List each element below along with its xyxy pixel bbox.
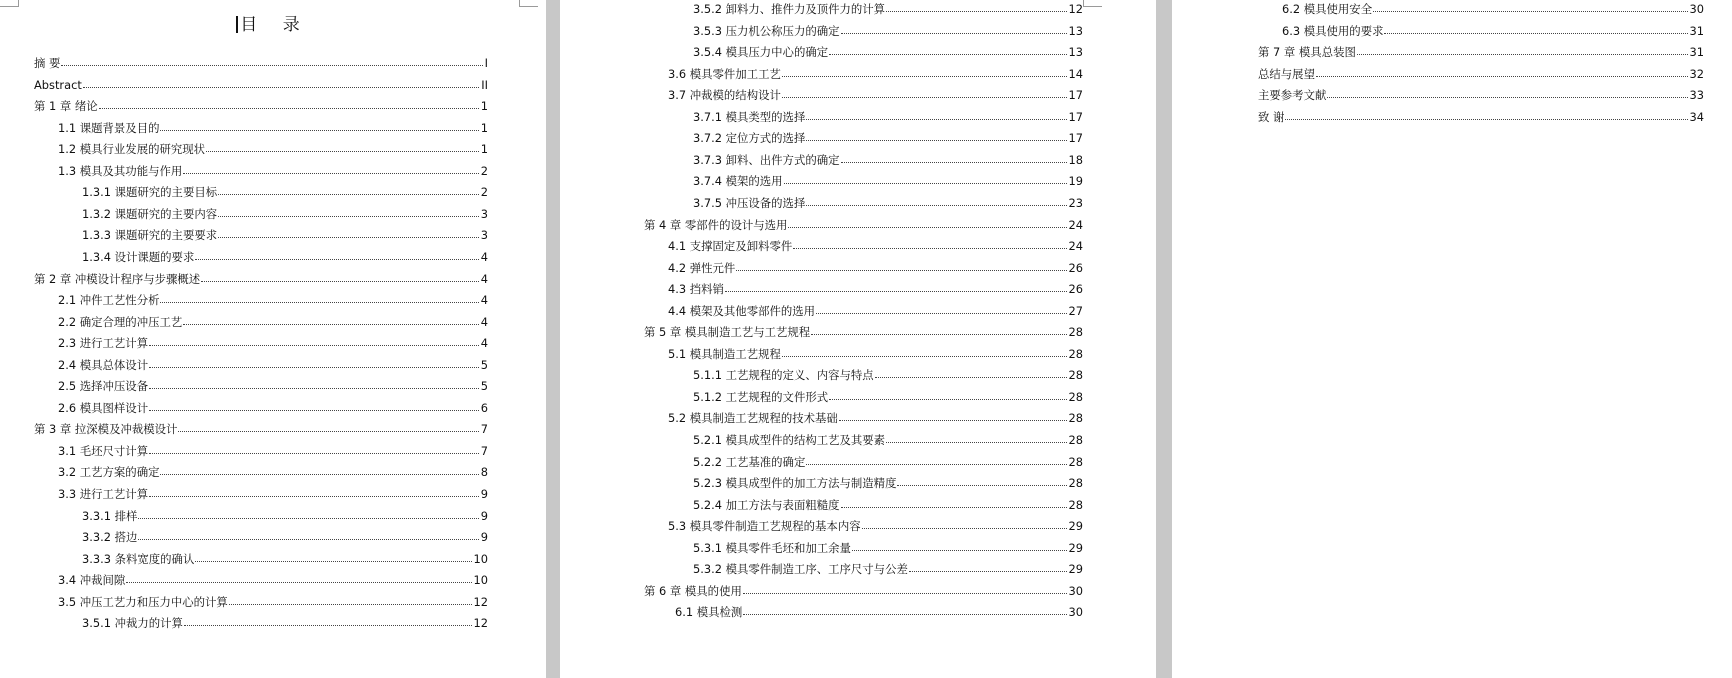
toc-entry[interactable] <box>58 289 488 307</box>
toc-entry[interactable] <box>693 149 1083 167</box>
toc-entry-page-number: 1 <box>480 142 488 157</box>
toc-entry[interactable] <box>644 580 1083 598</box>
toc-leader-dots <box>149 367 479 368</box>
toc-entry-page-number: 28 <box>1068 325 1083 340</box>
toc-entry-title: 2.5 选择冲压设备 <box>58 379 149 394</box>
toc-leader-dots <box>99 108 479 109</box>
toc-leader-dots <box>829 54 1066 55</box>
toc-entry-page-number: 12 <box>473 594 488 609</box>
toc-entry[interactable] <box>693 41 1083 59</box>
toc-entry-title: 5.2.4 加工方法与表面粗糙度 <box>693 497 840 512</box>
toc-entry[interactable] <box>34 52 488 70</box>
toc-entry-title: 5.3.1 模具零件毛坯和加工余量 <box>693 540 851 555</box>
toc-leader-dots <box>195 561 471 562</box>
toc-entry-page-number: 5 <box>480 357 488 372</box>
toc-leader-dots <box>218 194 479 195</box>
toc-entry-page-number: 26 <box>1068 282 1083 297</box>
toc-entry[interactable] <box>1282 0 1704 16</box>
toc-entry-title: 致 谢 <box>1258 109 1285 124</box>
toc-entry-page-number: 24 <box>1068 217 1083 232</box>
toc-leader-dots <box>138 518 478 519</box>
toc-entry-page-number: 10 <box>473 551 488 566</box>
toc-entry-page-number: 28 <box>1068 433 1083 447</box>
toc-entry[interactable] <box>82 224 488 242</box>
toc-leader-dots <box>178 431 478 432</box>
toc-entry-title: 1.1 课题背景及目的 <box>58 120 160 135</box>
toc-entry-title: 主要参考文献 <box>1258 88 1327 103</box>
toc-entry-title: 第 6 章 模具的使用 <box>644 583 742 598</box>
toc-leader-dots <box>839 420 1067 421</box>
toc-entry-page-number: 4 <box>480 271 488 286</box>
toc-leader-dots <box>743 614 1066 615</box>
toc-entry-title: 2.1 冲件工艺性分析 <box>58 293 160 308</box>
toc-leader-dots <box>743 593 1067 594</box>
document-page-1 <box>0 0 546 678</box>
toc-entry-page-number: 17 <box>1068 131 1083 146</box>
toc-entry[interactable] <box>58 354 488 372</box>
toc-entry[interactable] <box>58 332 488 350</box>
toc-leader-dots <box>195 259 478 260</box>
toc-leader-dots <box>784 183 1067 184</box>
toc-leader-dots <box>788 227 1066 228</box>
toc-entry-page-number: 28 <box>1068 346 1083 361</box>
toc-entry-title: 2.2 确定合理的冲压工艺 <box>58 314 183 329</box>
toc-entry-page-number: 13 <box>1068 23 1083 38</box>
toc-entry[interactable] <box>693 451 1083 469</box>
toc-entry-page-number: 9 <box>480 530 488 545</box>
toc-entry-page-number: 34 <box>1689 109 1704 124</box>
toc-entry-page-number: 30 <box>1068 605 1083 620</box>
toc-leader-dots <box>149 496 479 497</box>
toc-entry-page-number: 4 <box>480 293 488 308</box>
toc-entry-title: 4.4 模架及其他零部件的选用 <box>668 303 816 318</box>
toc-entry-title: 1.2 模具行业发展的研究现状 <box>58 142 206 157</box>
toc-leader-dots <box>160 302 478 303</box>
toc-entry-page-number: 1 <box>480 99 488 114</box>
toc-leader-dots <box>782 356 1067 357</box>
document-page-2 <box>560 0 1156 678</box>
toc-entry-page-number: 4 <box>480 336 488 351</box>
toc-entry[interactable] <box>668 300 1083 318</box>
toc-entry-page-number: 5 <box>480 379 488 394</box>
toc-leader-dots <box>829 399 1066 400</box>
toc-leader-dots <box>806 464 1066 465</box>
page-corner-mark <box>1083 0 1102 7</box>
toc-entry[interactable] <box>668 84 1083 102</box>
toc-entry-title: 6.1 模具检测 <box>675 605 743 620</box>
toc-entry[interactable] <box>668 343 1083 361</box>
toc-entry-page-number: 1 <box>480 120 488 135</box>
toc-leader-dots <box>138 539 478 540</box>
toc-entry[interactable] <box>34 95 488 113</box>
toc-entry[interactable] <box>58 440 488 458</box>
toc-entry-page-number: 28 <box>1068 497 1083 512</box>
toc-entry-title: 1.3.3 课题研究的主要要求 <box>82 228 218 243</box>
toc-entry-page-number: 3 <box>480 206 488 221</box>
toc-entry[interactable] <box>644 321 1083 339</box>
toc-entry[interactable] <box>693 364 1083 382</box>
toc-entry[interactable] <box>34 418 488 436</box>
toc-entry[interactable] <box>58 160 488 178</box>
toc-entry[interactable] <box>693 494 1083 512</box>
toc-leader-dots <box>61 65 482 66</box>
toc-leader-dots <box>218 216 479 217</box>
toc-entry-page-number: 31 <box>1689 45 1704 60</box>
toc-entry-page-number: 7 <box>480 422 488 437</box>
toc-entry[interactable] <box>1282 20 1704 38</box>
toc-entry-title: 3.5.2 卸料力、推件力及顶件力的计算 <box>693 2 886 16</box>
toc-entry[interactable] <box>82 612 488 630</box>
toc-entry-page-number: 33 <box>1689 88 1704 103</box>
toc-entry[interactable] <box>34 74 488 92</box>
toc-entry[interactable] <box>82 548 488 566</box>
toc-entry[interactable] <box>58 461 488 479</box>
toc-entry-page-number: 28 <box>1068 454 1083 469</box>
toc-leader-dots <box>149 345 479 346</box>
toc-entry-title: 6.2 模具使用安全 <box>1282 2 1373 16</box>
toc-entry-page-number: 2 <box>480 185 488 200</box>
toc-entry-page-number: 9 <box>480 508 488 523</box>
toc-leader-dots <box>897 485 1066 486</box>
toc-entry-title: 5.1.2 工艺规程的文件形式 <box>693 389 829 404</box>
toc-entry[interactable] <box>693 0 1083 16</box>
toc-entry-title: 1.3 模具及其功能与作用 <box>58 163 183 178</box>
toc-entry[interactable] <box>668 235 1083 253</box>
toc-entry-page-number: 13 <box>1068 45 1083 60</box>
toc-entry-page-number: 23 <box>1068 195 1083 210</box>
toc-entry[interactable] <box>58 483 488 501</box>
toc-entry[interactable] <box>82 526 488 544</box>
toc-entry-title: 5.1 模具制造工艺规程 <box>668 346 781 361</box>
toc-leader-dots <box>206 151 479 152</box>
toc-entry-title: 5.3 模具零件制造工艺规程的基本内容 <box>668 519 861 534</box>
toc-leader-dots <box>1316 76 1688 77</box>
toc-entry-title: 第 1 章 绪论 <box>34 99 98 114</box>
page-corner-mark <box>0 0 19 7</box>
toc-leader-dots <box>218 237 479 238</box>
toc-entry-title: 5.3.2 模具零件制造工序、工序尺寸与公差 <box>693 562 908 577</box>
toc-leader-dots <box>782 76 1067 77</box>
toc-entry[interactable] <box>668 407 1083 425</box>
toc-leader-dots <box>1327 97 1687 98</box>
toc-entry-page-number: 18 <box>1068 152 1083 167</box>
toc-leader-dots <box>811 334 1066 335</box>
toc-entry-page-number: 6 <box>480 400 488 415</box>
toc-entry-page-number: 30 <box>1068 583 1083 598</box>
toc-entry[interactable] <box>34 268 488 286</box>
toc-entry-title: 3.7.4 模架的选用 <box>693 174 783 189</box>
toc-entry-page-number: I <box>484 56 488 70</box>
toc-entry-page-number: 28 <box>1068 476 1083 491</box>
toc-entry-page-number: 12 <box>1068 2 1083 16</box>
toc-entry-title: 第 7 章 模具总装图 <box>1258 45 1356 60</box>
toc-entry-page-number: 31 <box>1689 23 1704 38</box>
toc-entry[interactable] <box>1258 41 1704 59</box>
toc-entry-title: 3.3.2 搭边 <box>82 530 138 545</box>
toc-leader-dots <box>875 377 1067 378</box>
toc-entry[interactable] <box>693 170 1083 188</box>
toc-entry-page-number: 12 <box>473 616 488 631</box>
toc-entry-title: 3.3 进行工艺计算 <box>58 487 149 501</box>
toc-leader-dots <box>184 625 472 626</box>
toc-entry-page-number: 29 <box>1068 540 1083 555</box>
toc-entry[interactable] <box>693 537 1083 555</box>
toc-entry-title: 3.6 模具零件加工工艺 <box>668 66 781 81</box>
toc-entry[interactable] <box>58 311 488 329</box>
toc-entry-page-number: 17 <box>1068 88 1083 103</box>
toc-leader-dots <box>841 162 1067 163</box>
toc-leader-dots <box>725 291 1067 292</box>
toc-entry-page-number: 30 <box>1689 2 1704 16</box>
toc-entry[interactable] <box>693 106 1083 124</box>
toc-entry-page-number: 7 <box>480 443 488 458</box>
toc-leader-dots <box>886 442 1066 443</box>
toc-entry[interactable] <box>58 375 488 393</box>
toc-entry[interactable] <box>82 505 488 523</box>
toc-entry[interactable] <box>82 203 488 221</box>
toc-entry[interactable] <box>58 138 488 156</box>
toc-entry-page-number: 17 <box>1068 109 1083 124</box>
toc-leader-dots <box>806 119 1066 120</box>
toc-entry-page-number: 3 <box>480 228 488 243</box>
toc-entry-page-number: 10 <box>473 573 488 588</box>
toc-leader-dots <box>862 528 1067 529</box>
toc-entry-title: 6.3 模具使用的要求 <box>1282 23 1384 38</box>
toc-entry[interactable] <box>693 386 1083 404</box>
toc-leader-dots <box>1285 119 1687 120</box>
toc-leader-dots <box>1373 11 1687 12</box>
toc-entry-title: 5.2.2 工艺基准的确定 <box>693 454 806 469</box>
toc-leader-dots <box>886 11 1066 12</box>
toc-entry-page-number: 32 <box>1689 66 1704 81</box>
toc-entry[interactable] <box>693 20 1083 38</box>
toc-entry[interactable] <box>1258 84 1704 102</box>
toc-title: 目 录 <box>0 10 546 35</box>
toc-entry-page-number: 19 <box>1068 174 1083 189</box>
toc-entry[interactable] <box>668 278 1083 296</box>
toc-leader-dots <box>160 474 478 475</box>
toc-entry-page-number: 8 <box>480 465 488 480</box>
toc-entry-title: 3.3.3 条料宽度的确认 <box>82 551 195 566</box>
toc-leader-dots <box>229 604 472 605</box>
toc-entry-title: 第 2 章 冲模设计程序与步骤概述 <box>34 271 201 286</box>
toc-entry-page-number: 26 <box>1068 260 1083 275</box>
toc-leader-dots <box>816 313 1066 314</box>
toc-entry-title: 3.2 工艺方案的确定 <box>58 465 160 480</box>
toc-entry-page-number: 29 <box>1068 519 1083 534</box>
toc-entry[interactable] <box>693 472 1083 490</box>
toc-leader-dots <box>1357 54 1688 55</box>
toc-entry-title: 3.5.1 冲裁力的计算 <box>82 616 183 631</box>
toc-entry-title: 摘 要 <box>34 56 61 70</box>
toc-entry-page-number: 28 <box>1068 411 1083 426</box>
toc-entry[interactable] <box>693 429 1083 447</box>
toc-entry-title: 第 3 章 拉深模及冲裁模设计 <box>34 422 178 437</box>
toc-entry-page-number: 29 <box>1068 562 1083 577</box>
toc-entry-page-number: 14 <box>1068 66 1083 81</box>
toc-entry[interactable] <box>644 214 1083 232</box>
document-page-3 <box>1172 0 1732 678</box>
toc-entry-title: 第 5 章 模具制造工艺与工艺规程 <box>644 325 811 340</box>
toc-leader-dots <box>841 507 1067 508</box>
toc-entry-title: 3.7.1 模具类型的选择 <box>693 109 806 124</box>
toc-entry-title: 4.1 支撑固定及卸料零件 <box>668 239 793 254</box>
toc-entry[interactable] <box>668 257 1083 275</box>
toc-leader-dots <box>201 281 479 282</box>
toc-entry-title: 3.3.1 排样 <box>82 508 138 523</box>
toc-leader-dots <box>183 324 478 325</box>
toc-entry-title: 2.6 模具图样设计 <box>58 400 149 415</box>
toc-entry-title: 3.7.2 定位方式的选择 <box>693 131 806 146</box>
toc-entry-title: 5.1.1 工艺规程的定义、内容与特点 <box>693 368 874 383</box>
toc-entry[interactable] <box>675 601 1083 619</box>
toc-entry-page-number: 28 <box>1068 389 1083 404</box>
toc-entry[interactable] <box>82 181 488 199</box>
toc-entry[interactable] <box>58 591 488 609</box>
toc-entry-title: 3.5 冲压工艺力和压力中心的计算 <box>58 594 228 609</box>
toc-entry-title: 总结与展望 <box>1258 66 1315 81</box>
toc-entry-title: 1.3.4 设计课题的要求 <box>82 249 195 264</box>
text-cursor <box>236 16 238 33</box>
toc-leader-dots <box>852 550 1067 551</box>
toc-leader-dots <box>126 582 471 583</box>
toc-entry[interactable] <box>82 246 488 264</box>
toc-leader-dots <box>782 97 1067 98</box>
toc-entry[interactable] <box>668 63 1083 81</box>
toc-entry-title: 3.1 毛坯尺寸计算 <box>58 443 149 458</box>
toc-leader-dots <box>909 571 1067 572</box>
toc-leader-dots <box>83 87 479 88</box>
toc-entry-title: 1.3.1 课题研究的主要目标 <box>82 185 218 200</box>
toc-entry-page-number: 28 <box>1068 368 1083 383</box>
toc-entry-title: 3.5.4 模具压力中心的确定 <box>693 45 829 60</box>
toc-leader-dots <box>149 453 479 454</box>
toc-entry-title: 2.4 模具总体设计 <box>58 357 149 372</box>
toc-entry[interactable] <box>1258 63 1704 81</box>
toc-entry[interactable] <box>58 569 488 587</box>
toc-leader-dots <box>806 205 1066 206</box>
toc-leader-dots <box>149 388 479 389</box>
toc-entry[interactable] <box>58 117 488 135</box>
toc-leader-dots <box>1384 33 1687 34</box>
toc-entry-page-number: 27 <box>1068 303 1083 318</box>
toc-leader-dots <box>793 248 1066 249</box>
toc-entry-title: 4.2 弹性元件 <box>668 260 736 275</box>
toc-entry-title: 3.4 冲裁间隙 <box>58 573 126 588</box>
toc-leader-dots <box>736 270 1066 271</box>
toc-leader-dots <box>183 173 478 174</box>
toc-entry-title: 5.2 模具制造工艺规程的技术基础 <box>668 411 838 426</box>
toc-entry-title: 3.7.3 卸料、出件方式的确定 <box>693 152 840 167</box>
toc-entry[interactable] <box>668 515 1083 533</box>
toc-leader-dots <box>160 130 478 131</box>
toc-entry-title: 3.5.3 压力机公称压力的确定 <box>693 23 840 38</box>
toc-entry-page-number: 2 <box>480 163 488 178</box>
toc-entry-title: 3.7 冲裁模的结构设计 <box>668 88 781 103</box>
toc-entry-page-number: 4 <box>480 314 488 329</box>
toc-entry-title: 3.7.5 冲压设备的选择 <box>693 195 806 210</box>
toc-entry-page-number: 9 <box>480 487 488 501</box>
toc-entry-title: 5.2.3 模具成型件的加工方法与制造精度 <box>693 476 897 491</box>
toc-entry[interactable] <box>58 397 488 415</box>
toc-leader-dots <box>841 33 1067 34</box>
toc-entry-title: 1.3.2 课题研究的主要内容 <box>82 206 218 221</box>
toc-entry[interactable] <box>693 558 1083 576</box>
toc-entry-title: 4.3 挡料销 <box>668 282 724 297</box>
toc-entry-title: Abstract <box>34 77 82 92</box>
toc-entry-title: 5.2.1 模具成型件的结构工艺及其要素 <box>693 433 886 447</box>
toc-entry-title: 2.3 进行工艺计算 <box>58 336 149 351</box>
page-corner-mark <box>519 0 538 7</box>
toc-entry-title: 第 4 章 零部件的设计与选用 <box>644 217 788 232</box>
toc-entry[interactable] <box>1258 106 1704 124</box>
toc-entry-page-number: 24 <box>1068 239 1083 254</box>
toc-leader-dots <box>806 140 1066 141</box>
toc-entry-page-number: 4 <box>480 249 488 264</box>
toc-entry[interactable] <box>693 192 1083 210</box>
toc-entry[interactable] <box>693 127 1083 145</box>
toc-leader-dots <box>149 410 479 411</box>
toc-entry-page-number: II <box>481 77 488 92</box>
